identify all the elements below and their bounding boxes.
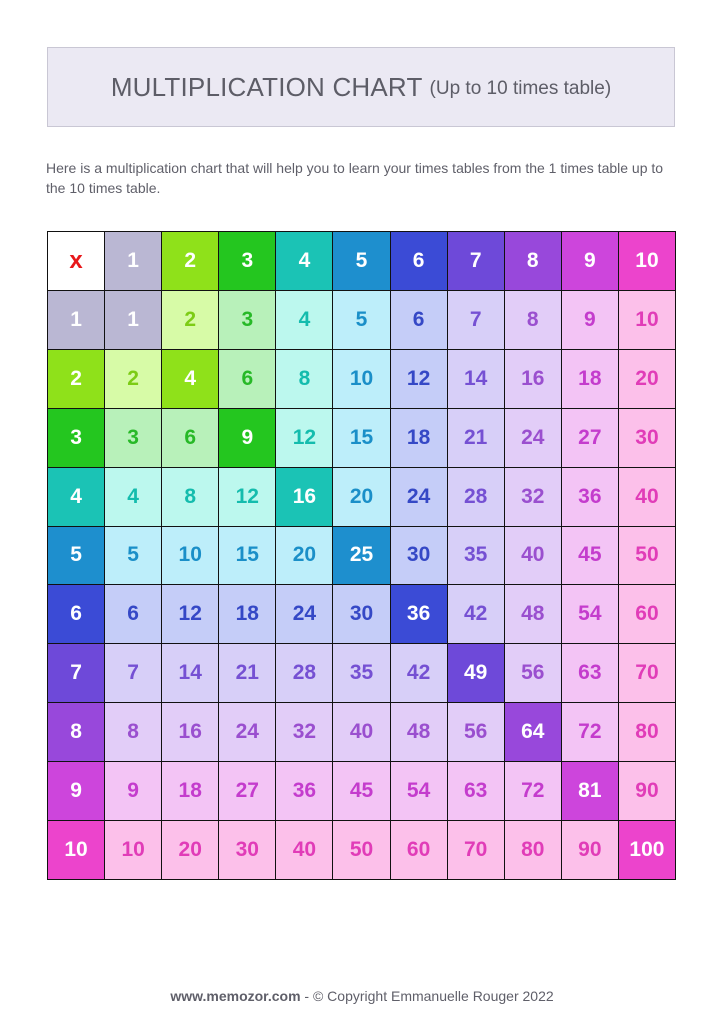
table-cell: 40 [505,527,561,585]
table-cell: 21 [448,409,504,467]
table-cell: 8 [162,468,218,526]
column-header: 5 [333,232,389,290]
column-header: 6 [391,232,447,290]
title-banner [47,47,675,127]
table-cell: 10 [619,291,675,349]
corner-cell: x [48,232,104,290]
table-cell: 48 [505,585,561,643]
table-cell: 9 [105,762,161,820]
table-cell: 48 [391,703,447,761]
column-header: 2 [162,232,218,290]
column-header: 8 [505,232,561,290]
column-header: 7 [448,232,504,290]
table-cell: 60 [619,585,675,643]
table-cell: 12 [219,468,275,526]
table-cell: 24 [219,703,275,761]
table-cell: 80 [619,703,675,761]
table-cell: 42 [391,644,447,702]
table-cell: 20 [333,468,389,526]
table-cell: 64 [505,703,561,761]
table-cell: 32 [276,703,332,761]
table-cell: 63 [448,762,504,820]
table-cell: 6 [105,585,161,643]
table-cell: 10 [162,527,218,585]
table-cell: 40 [333,703,389,761]
table-cell: 40 [276,821,332,879]
table-cell: 6 [219,350,275,408]
table-cell: 24 [505,409,561,467]
table-cell: 28 [276,644,332,702]
table-cell: 45 [562,527,618,585]
table-cell: 3 [105,409,161,467]
table-cell: 27 [219,762,275,820]
table-cell: 36 [562,468,618,526]
table-cell: 30 [619,409,675,467]
column-header: 10 [619,232,675,290]
row-header: 10 [48,821,104,879]
row-header: 4 [48,468,104,526]
table-cell: 20 [162,821,218,879]
table-cell: 42 [448,585,504,643]
table-cell: 35 [333,644,389,702]
table-cell: 80 [505,821,561,879]
table-cell: 35 [448,527,504,585]
row-header: 9 [48,762,104,820]
table-cell: 16 [276,468,332,526]
table-cell: 12 [391,350,447,408]
table-cell: 70 [448,821,504,879]
multiplication-table [47,231,676,880]
table-cell: 16 [505,350,561,408]
table-cell: 30 [219,821,275,879]
table-cell: 24 [276,585,332,643]
row-header: 2 [48,350,104,408]
table-cell: 20 [276,527,332,585]
row-header: 1 [48,291,104,349]
row-header: 3 [48,409,104,467]
table-cell: 8 [505,291,561,349]
table-cell: 10 [333,350,389,408]
table-cell: 49 [448,644,504,702]
table-cell: 12 [276,409,332,467]
table-cell: 63 [562,644,618,702]
table-cell: 21 [219,644,275,702]
table-cell: 4 [162,350,218,408]
table-cell: 81 [562,762,618,820]
table-cell: 6 [391,291,447,349]
table-cell: 100 [619,821,675,879]
table-cell: 15 [219,527,275,585]
table-cell: 56 [448,703,504,761]
column-header: 9 [562,232,618,290]
table-cell: 14 [162,644,218,702]
table-cell: 40 [619,468,675,526]
table-cell: 27 [562,409,618,467]
table-cell: 4 [105,468,161,526]
row-header: 7 [48,644,104,702]
table-cell: 90 [562,821,618,879]
table-cell: 72 [562,703,618,761]
table-cell: 1 [105,291,161,349]
table-cell: 7 [448,291,504,349]
page-title: MULTIPLICATION CHART [110,71,423,102]
table-cell: 2 [105,350,161,408]
table-cell: 14 [448,350,504,408]
table-cell: 20 [619,350,675,408]
table-cell: 8 [276,350,332,408]
table-cell: 50 [333,821,389,879]
table-cell: 56 [505,644,561,702]
footer-site-link[interactable]: www.memozor.com [170,988,301,1004]
table-cell: 28 [448,468,504,526]
row-header: 8 [48,703,104,761]
table-cell: 50 [619,527,675,585]
footer [0,988,724,1004]
table-cell: 54 [562,585,618,643]
table-cell: 25 [333,527,389,585]
table-cell: 15 [333,409,389,467]
footer-copyright: - © Copyright Emmanuelle Rouger 2022 [300,988,554,1004]
column-header: 1 [105,232,161,290]
table-cell: 30 [333,585,389,643]
table-cell: 2 [162,291,218,349]
table-cell: 36 [391,585,447,643]
table-cell: 30 [391,527,447,585]
table-cell: 5 [333,291,389,349]
table-cell: 18 [391,409,447,467]
table-cell: 54 [391,762,447,820]
table-cell: 24 [391,468,447,526]
table-cell: 18 [562,350,618,408]
table-cell: 5 [105,527,161,585]
page-subtitle: (Up to 10 times table) [429,77,612,99]
table-cell: 18 [219,585,275,643]
row-header: 5 [48,527,104,585]
table-cell: 7 [105,644,161,702]
table-cell: 36 [276,762,332,820]
intro-text: Here is a multiplication chart that will help you to learn your times tables from the 1 times table up to the 10 times table. [46,160,664,196]
table-cell: 70 [619,644,675,702]
table-cell: 8 [105,703,161,761]
table-cell: 60 [391,821,447,879]
table-cell: 72 [505,762,561,820]
table-cell: 9 [562,291,618,349]
table-cell: 9 [219,409,275,467]
table-cell: 16 [162,703,218,761]
table-cell: 32 [505,468,561,526]
table-cell: 90 [619,762,675,820]
table-cell: 4 [276,291,332,349]
column-header: 4 [276,232,332,290]
row-header: 6 [48,585,104,643]
column-header: 3 [219,232,275,290]
table-cell: 18 [162,762,218,820]
table-cell: 45 [333,762,389,820]
table-cell: 3 [219,291,275,349]
table-cell: 12 [162,585,218,643]
table-cell: 10 [105,821,161,879]
table-cell: 6 [162,409,218,467]
